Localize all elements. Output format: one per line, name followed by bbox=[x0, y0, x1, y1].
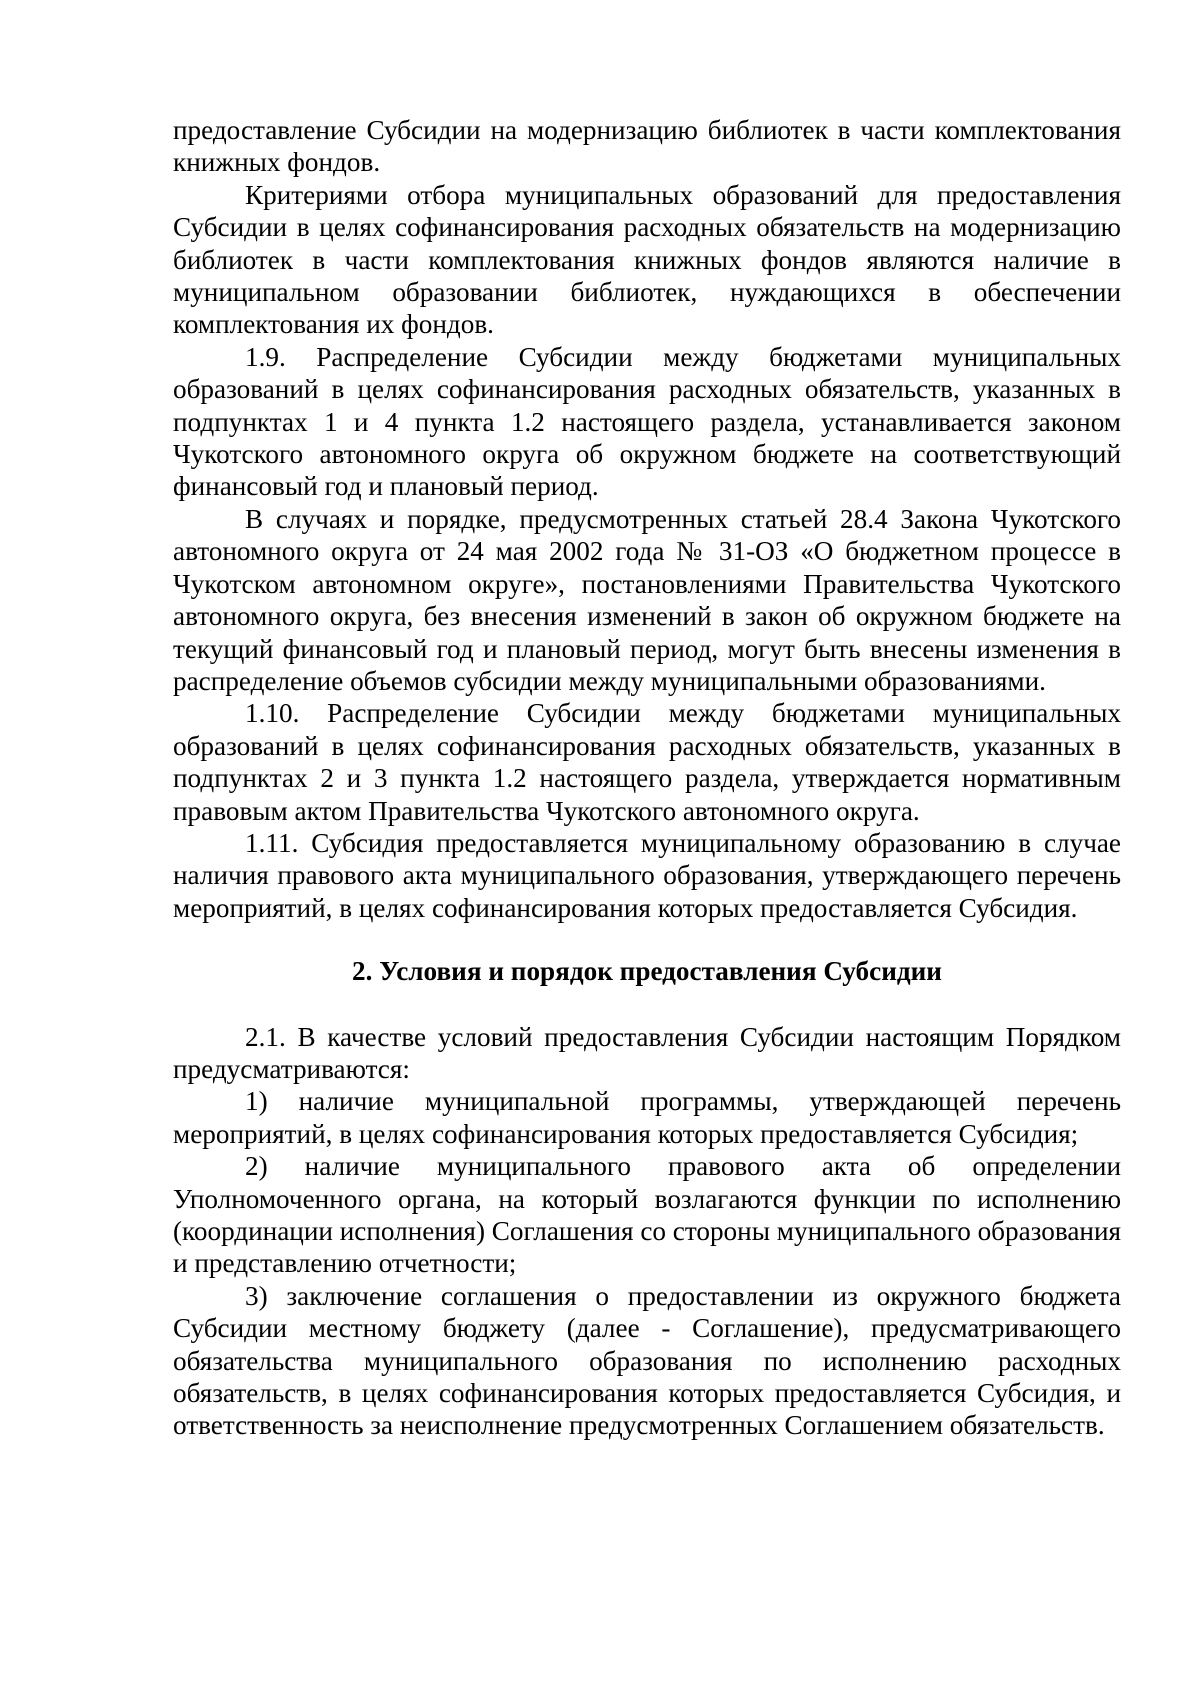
list-item-condition-2: 2) наличие муниципального правового акта об определении Уполномоченного органа, на который возлагаются функции по исполнению (координации исполнения) Соглашения со стороны муниципального образования и представлению отчетности; bbox=[173, 1151, 1122, 1279]
paragraph-selection-criteria: Критериями отбора муниципальных образований для предоставления Субсидии в целях софинансирования расходных обязательств на модернизацию библиотек в части комплектования книжных фондов являются наличие в муниципальном образовании библиотек, нуждающихся в обеспечении комплектования их фондов. bbox=[173, 179, 1121, 340]
paragraph-subsidy-purpose-end: предоставление Субсидии на модернизацию библиотек в части комплектования книжных фондов. bbox=[173, 115, 1121, 178]
section-heading: 2. Условия и порядок предоставления Субсидии bbox=[352, 956, 942, 987]
list-item-condition-1: 1) наличие муниципальной программы, утверждающей перечень мероприятий, в целях софинансирования которых предоставляется Субсидия; bbox=[173, 1086, 1121, 1149]
paragraph-clause-1-11: 1.11. Субсидия предоставляется муниципальному образованию в случае наличия правового акта муниципального образования, утверждающего перечень мероприятий, в целях софинансирования которых предоставляется Субсидия. bbox=[173, 827, 1121, 923]
spacer bbox=[173, 988, 1121, 1021]
document-page bbox=[173, 114, 1121, 1442]
paragraph-clause-2-1: 2.1. В качестве условий предоставления Субсидии настоящим Порядком предусматриваются: bbox=[173, 1021, 1121, 1084]
spacer bbox=[173, 924, 1121, 955]
paragraph-clause-1-9: 1.9. Распределение Субсидии между бюджетами муниципальных образований в целях софинансирования расходных обязательств, указанных в подпунктах 1 и 4 пункта 1.2 настоящего раздела, устанавливается законом Чукотского автономного округа об окружном бюджете на соответствующий финансовый год и плановый период. bbox=[173, 341, 1121, 502]
paragraph-budget-changes: В случаях и порядке, предусмотренных статьей 28.4 Закона Чукотского автономного округа от 24 мая 2002 года № 31-ОЗ «О бюджетном процессе в Чукотском автономном округе», постановлениями Правительства Чукотского автономного округа, без внесения изменений в закон об окружном бюджете на текущий финансовый год и плановый период, могут быть внесены изменения в распределение объемов субсидии между муниципальными образованиями. bbox=[173, 503, 1121, 696]
paragraph-clause-1-10: 1.10. Распределение Субсидии между бюджетами муниципальных образований в целях софинансирования расходных обязательств, указанных в подпунктах 2 и 3 пункта 1.2 настоящего раздела, утверждается нормативным правовым актом Правительства Чукотского автономного округа. bbox=[173, 698, 1121, 826]
list-item-condition-3: 3) заключение соглашения о предоставлении из окружного бюджета Субсидии местному бюджету (далее - Соглашение), предусматривающего обязательства муниципального образования по исполнению расходных обязательств, в целях софинансирования которых предоставляется Субсидия, и ответственность за неисполнение предусмотренных Соглашением обязательств. bbox=[173, 1280, 1121, 1441]
